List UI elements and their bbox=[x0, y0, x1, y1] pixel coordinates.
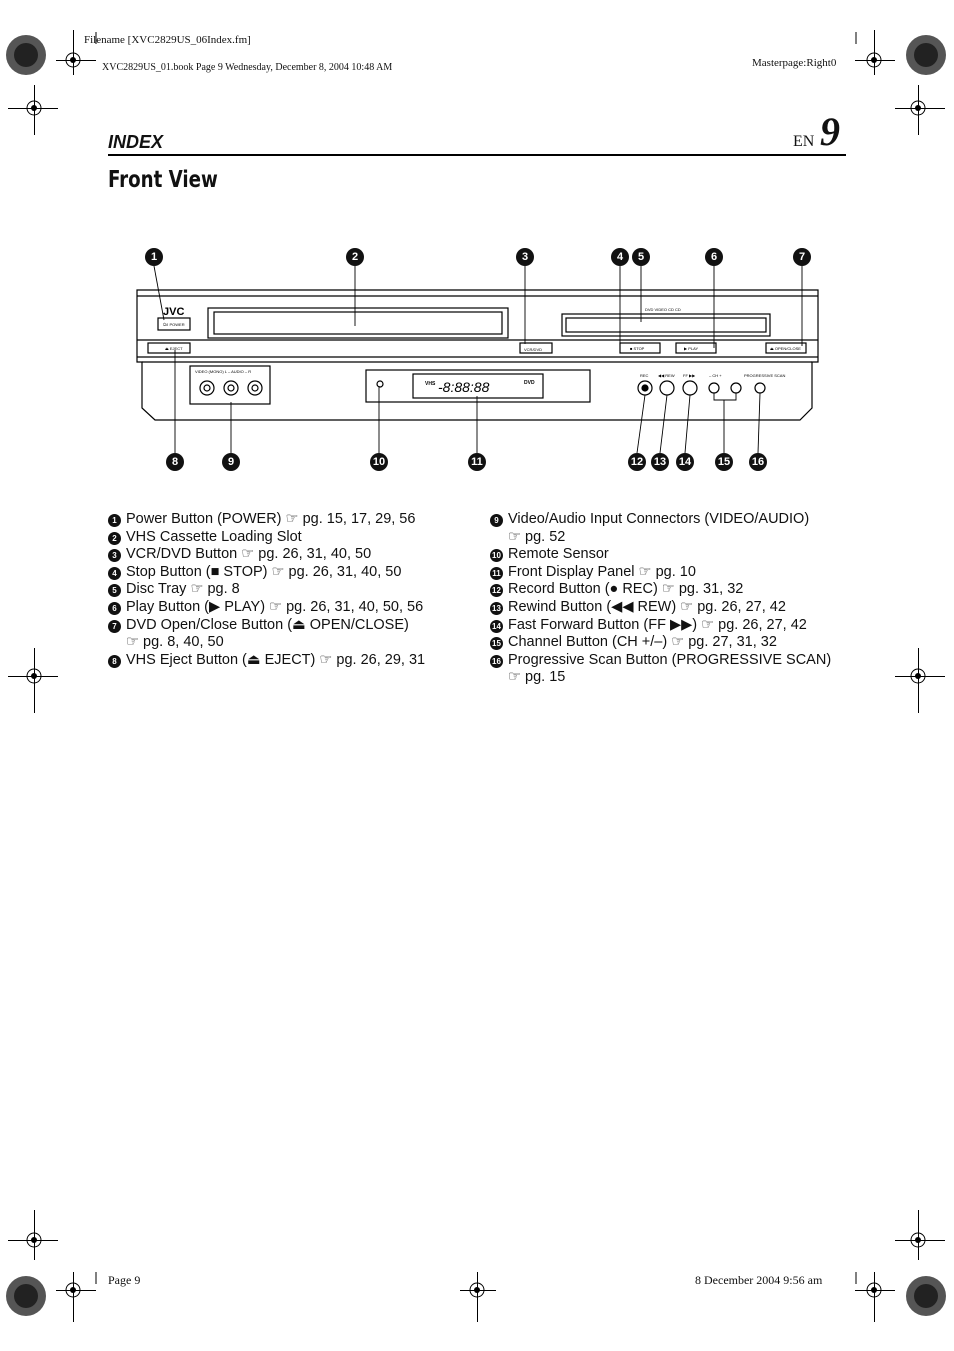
prog-label: PROGRESSIVE SCAN bbox=[744, 373, 786, 378]
language-label: EN bbox=[793, 133, 815, 150]
book-info: XVC2829US_01.book Page 9 Wednesday, December 8, 2004 10:48 AM bbox=[102, 62, 393, 73]
item-number: 14 bbox=[490, 620, 503, 633]
list-item: 5 Disc Tray ☞ pg. 8 bbox=[108, 581, 425, 599]
item-number: 6 bbox=[108, 602, 121, 615]
eject-label: ⏏ EJECT bbox=[165, 346, 183, 351]
item-number: 7 bbox=[108, 620, 121, 633]
list-item: 7 DVD Open/Close Button (⏏ OPEN/CLOSE) bbox=[108, 617, 425, 635]
callout-9: 9 bbox=[222, 453, 240, 471]
callout-4: 4 bbox=[611, 248, 629, 266]
callout-16: 16 bbox=[749, 453, 767, 471]
item-number: 12 bbox=[490, 584, 503, 597]
footer-date: 8 December 2004 9:56 am bbox=[695, 1273, 823, 1287]
list-item: 10 Remote Sensor bbox=[490, 546, 831, 564]
display-digits: -8:88:88 bbox=[438, 379, 490, 395]
item-number: 13 bbox=[490, 602, 503, 615]
display-dvd: DVD bbox=[524, 380, 535, 386]
item-number: 8 bbox=[108, 655, 121, 668]
callout-15: 15 bbox=[715, 453, 733, 471]
jvc-logo: JVC bbox=[163, 306, 185, 318]
page-number: 9 bbox=[820, 109, 840, 154]
power-label: ⏻/I POWER bbox=[163, 322, 185, 327]
callout-5: 5 bbox=[632, 248, 650, 266]
callout-7: 7 bbox=[793, 248, 811, 266]
list-item: 16 Progressive Scan Button (PROGRESSIVE SCAN) bbox=[490, 652, 831, 670]
list-item: 2 VHS Cassette Loading Slot bbox=[108, 529, 425, 547]
list-item: 15 Channel Button (CH +/–) ☞ pg. 27, 31, 32 bbox=[490, 634, 831, 652]
dvd-logo: DVD VIDEO CD CD bbox=[645, 307, 681, 312]
callout-13: 13 bbox=[651, 453, 669, 471]
right-item-list bbox=[490, 511, 831, 687]
page-title: Front View bbox=[108, 167, 218, 193]
rec-label: REC bbox=[640, 373, 649, 378]
list-item: 13 Rewind Button (◀◀ REW) ☞ pg. 26, 27, 42 bbox=[490, 599, 831, 617]
open-close-label: ⏏ OPEN/CLOSE bbox=[770, 346, 801, 351]
callout-10: 10 bbox=[370, 453, 388, 471]
stop-label: ■ STOP bbox=[630, 346, 645, 351]
list-item-continuation: ☞ pg. 15 bbox=[508, 669, 566, 686]
ff-label: FF ▶▶ bbox=[683, 373, 696, 378]
footer-page: Page 9 bbox=[108, 1273, 141, 1287]
item-number: 11 bbox=[490, 567, 503, 580]
item-number: 1 bbox=[108, 514, 121, 527]
item-number: 3 bbox=[108, 549, 121, 562]
filename-label: Filename [XVC2829US_06Index.fm] bbox=[84, 34, 251, 46]
ch-label: – CH + bbox=[709, 373, 722, 378]
callout-11: 11 bbox=[468, 453, 486, 471]
list-item: 9 Video/Audio Input Connectors (VIDEO/AUDIO) bbox=[490, 511, 831, 529]
item-number: 15 bbox=[490, 637, 503, 650]
play-label: ▶ PLAY bbox=[684, 346, 699, 351]
callout-14: 14 bbox=[676, 453, 694, 471]
list-item-continuation: ☞ pg. 52 bbox=[508, 528, 566, 545]
callout-6: 6 bbox=[705, 248, 723, 266]
list-item: 14 Fast Forward Button (FF ▶▶) ☞ pg. 26, 27, 42 bbox=[490, 617, 831, 635]
list-item: 4 Stop Button (■ STOP) ☞ pg. 26, 31, 40, 50 bbox=[108, 564, 425, 582]
list-item: 6 Play Button (▶ PLAY) ☞ pg. 26, 31, 40, 50, 56 bbox=[108, 599, 425, 617]
item-number: 16 bbox=[490, 655, 503, 668]
item-number: 10 bbox=[490, 549, 503, 562]
callout-12: 12 bbox=[628, 453, 646, 471]
display-vhs: VHS bbox=[425, 381, 436, 387]
masterpage-label: Masterpage:Right0 bbox=[752, 57, 837, 69]
left-item-list bbox=[108, 511, 425, 669]
vcrdvd-label: VCR/DVD bbox=[524, 347, 543, 352]
callout-1: 1 bbox=[145, 248, 163, 266]
item-number: 5 bbox=[108, 584, 121, 597]
list-item: 8 VHS Eject Button (⏏ EJECT) ☞ pg. 26, 29, 31 bbox=[108, 652, 425, 670]
list-item-continuation: ☞ pg. 8, 40, 50 bbox=[126, 634, 224, 651]
item-number: 9 bbox=[490, 514, 503, 527]
callout-3: 3 bbox=[516, 248, 534, 266]
item-number: 4 bbox=[108, 567, 121, 580]
callout-8: 8 bbox=[166, 453, 184, 471]
input-label: VIDEO (MONO) L – AUDIO – R bbox=[195, 369, 252, 374]
list-item: 11 Front Display Panel ☞ pg. 10 bbox=[490, 564, 831, 582]
rew-label: ◀◀ REW bbox=[658, 373, 675, 378]
item-number: 2 bbox=[108, 532, 121, 545]
list-item: 3 VCR/DVD Button ☞ pg. 26, 31, 40, 50 bbox=[108, 546, 425, 564]
section-heading: INDEX bbox=[108, 132, 164, 152]
list-item: 12 Record Button (● REC) ☞ pg. 31, 32 bbox=[490, 581, 831, 599]
callout-2: 2 bbox=[346, 248, 364, 266]
list-item: 1 Power Button (POWER) ☞ pg. 15, 17, 29, 56 bbox=[108, 511, 425, 529]
